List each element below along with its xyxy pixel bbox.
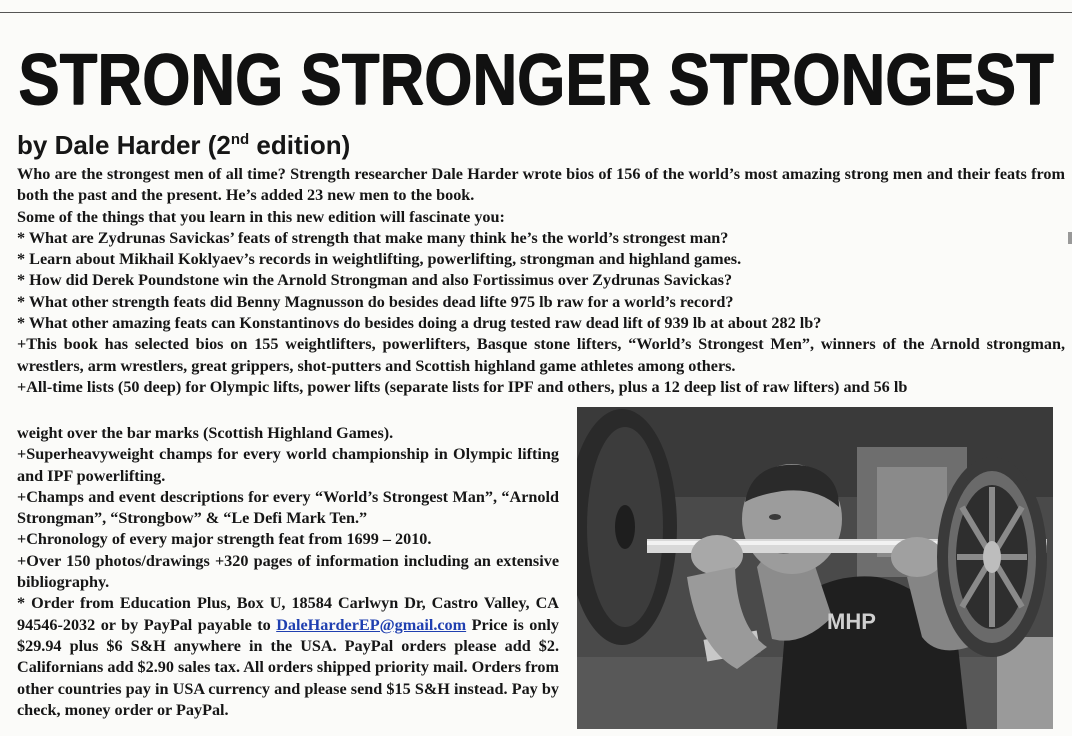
bullet-item: * What other amazing feats can Konstantinovs do besides doing a drug tested raw dead lift of 939 lb at about 282 lb? — [17, 314, 822, 333]
left-plate-hub — [615, 505, 635, 549]
bullet-item: * Learn about Mikhail Koklyaev’s records in weightlifting, powerlifting, strongman and highland games. — [17, 250, 742, 269]
lead-in: Some of the things that you learn in this new edition will fascinate you: — [17, 207, 505, 226]
order-paragraph — [17, 593, 559, 721]
body-text — [17, 164, 1065, 398]
feature-item: +Over 150 photos/drawings +320 pages of information including an extensive bibliography. — [17, 551, 559, 592]
bullet-item: * How did Derek Poundstone win the Arnold Strongman and also Fortissimus over Zydrunas Savickas? — [17, 271, 733, 290]
right-plate-hub — [983, 541, 1001, 573]
lifter-left-hand — [691, 535, 743, 575]
feature-item: +Superheavyweight champs for every world championship in Olympic lifting and IPF powerlifting. — [17, 445, 559, 485]
feature-item: +Chronology of every major strength feat from 1699 – 2010. — [17, 530, 432, 549]
feature-item: weight over the bar marks (Scottish Highland Games). — [17, 424, 394, 442]
byline — [17, 130, 350, 160]
weightlifter-illustration — [577, 407, 1053, 729]
shirt-logo: MHP — [827, 609, 876, 634]
bullet-item: * What are Zydrunas Savickas’ feats of strength that make many think he’s the world’s strongest man? — [17, 228, 729, 247]
byline-suffix: edition) — [249, 130, 351, 160]
weightlifter-photo — [577, 407, 1053, 729]
email-link[interactable]: DaleHarderEP@gmail.com — [276, 615, 467, 634]
byline-sup: nd — [230, 131, 250, 148]
lifter-eye — [769, 514, 781, 520]
bullet-item: * What other strength feats did Benny Magnusson do besides dead lifte 975 lb raw for a world’s record? — [17, 292, 734, 311]
byline-prefix: by Dale Harder (2 — [17, 130, 231, 160]
feature-item: +All-time lists (50 deep) for Olympic lifts, power lifts (separate lists for IPF and others, plus a 12 deep list of raw lifters) and 56 lb — [17, 377, 908, 396]
order-text: * Order from Education Plus, Box U, 18584 Carlwyn Dr, Castro Valley, CA 94546-2032 or by PayPal payable to — [17, 594, 559, 634]
top-rule — [0, 12, 1072, 13]
feature-item: +Champs and event descriptions for every “World’s Strongest Man”, “Arnold Strongman”, “Strongbow” & “Le Defi Mark Ten.” — [17, 487, 559, 528]
edge-mark — [1068, 232, 1072, 244]
left-column — [17, 423, 559, 721]
headline: STRONG STRONGER STRONGEST — [18, 40, 1054, 120]
feature-item: +This book has selected bios on 155 weightlifters, powerlifters, Basque stone lifters, “World’s Strongest Men”, winners of the Arnold strongman, wrestlers, arm wrestlers, great grippers, shot-putters and Scottish highland game athletes among others. — [17, 335, 1065, 375]
intro-paragraph: Who are the strongest men of all time? Strength researcher Dale Harder wrote bios of 156 of the world’s most amazing strong men and their feats from both the past and the present. He’s added 23 new men to the book. — [17, 165, 1065, 205]
order-text-rest: Price is only $29.94 plus $6 S&H anywhere in the USA. PayPal orders please add $2. Californians add $2.90 sales tax. All orders shipped priority mail. Orders from other countries pay in USA currency and please send $15 S&H instead. Pay by check, money order or PayPal. — [17, 615, 559, 719]
lifter-right-hand — [891, 537, 943, 577]
